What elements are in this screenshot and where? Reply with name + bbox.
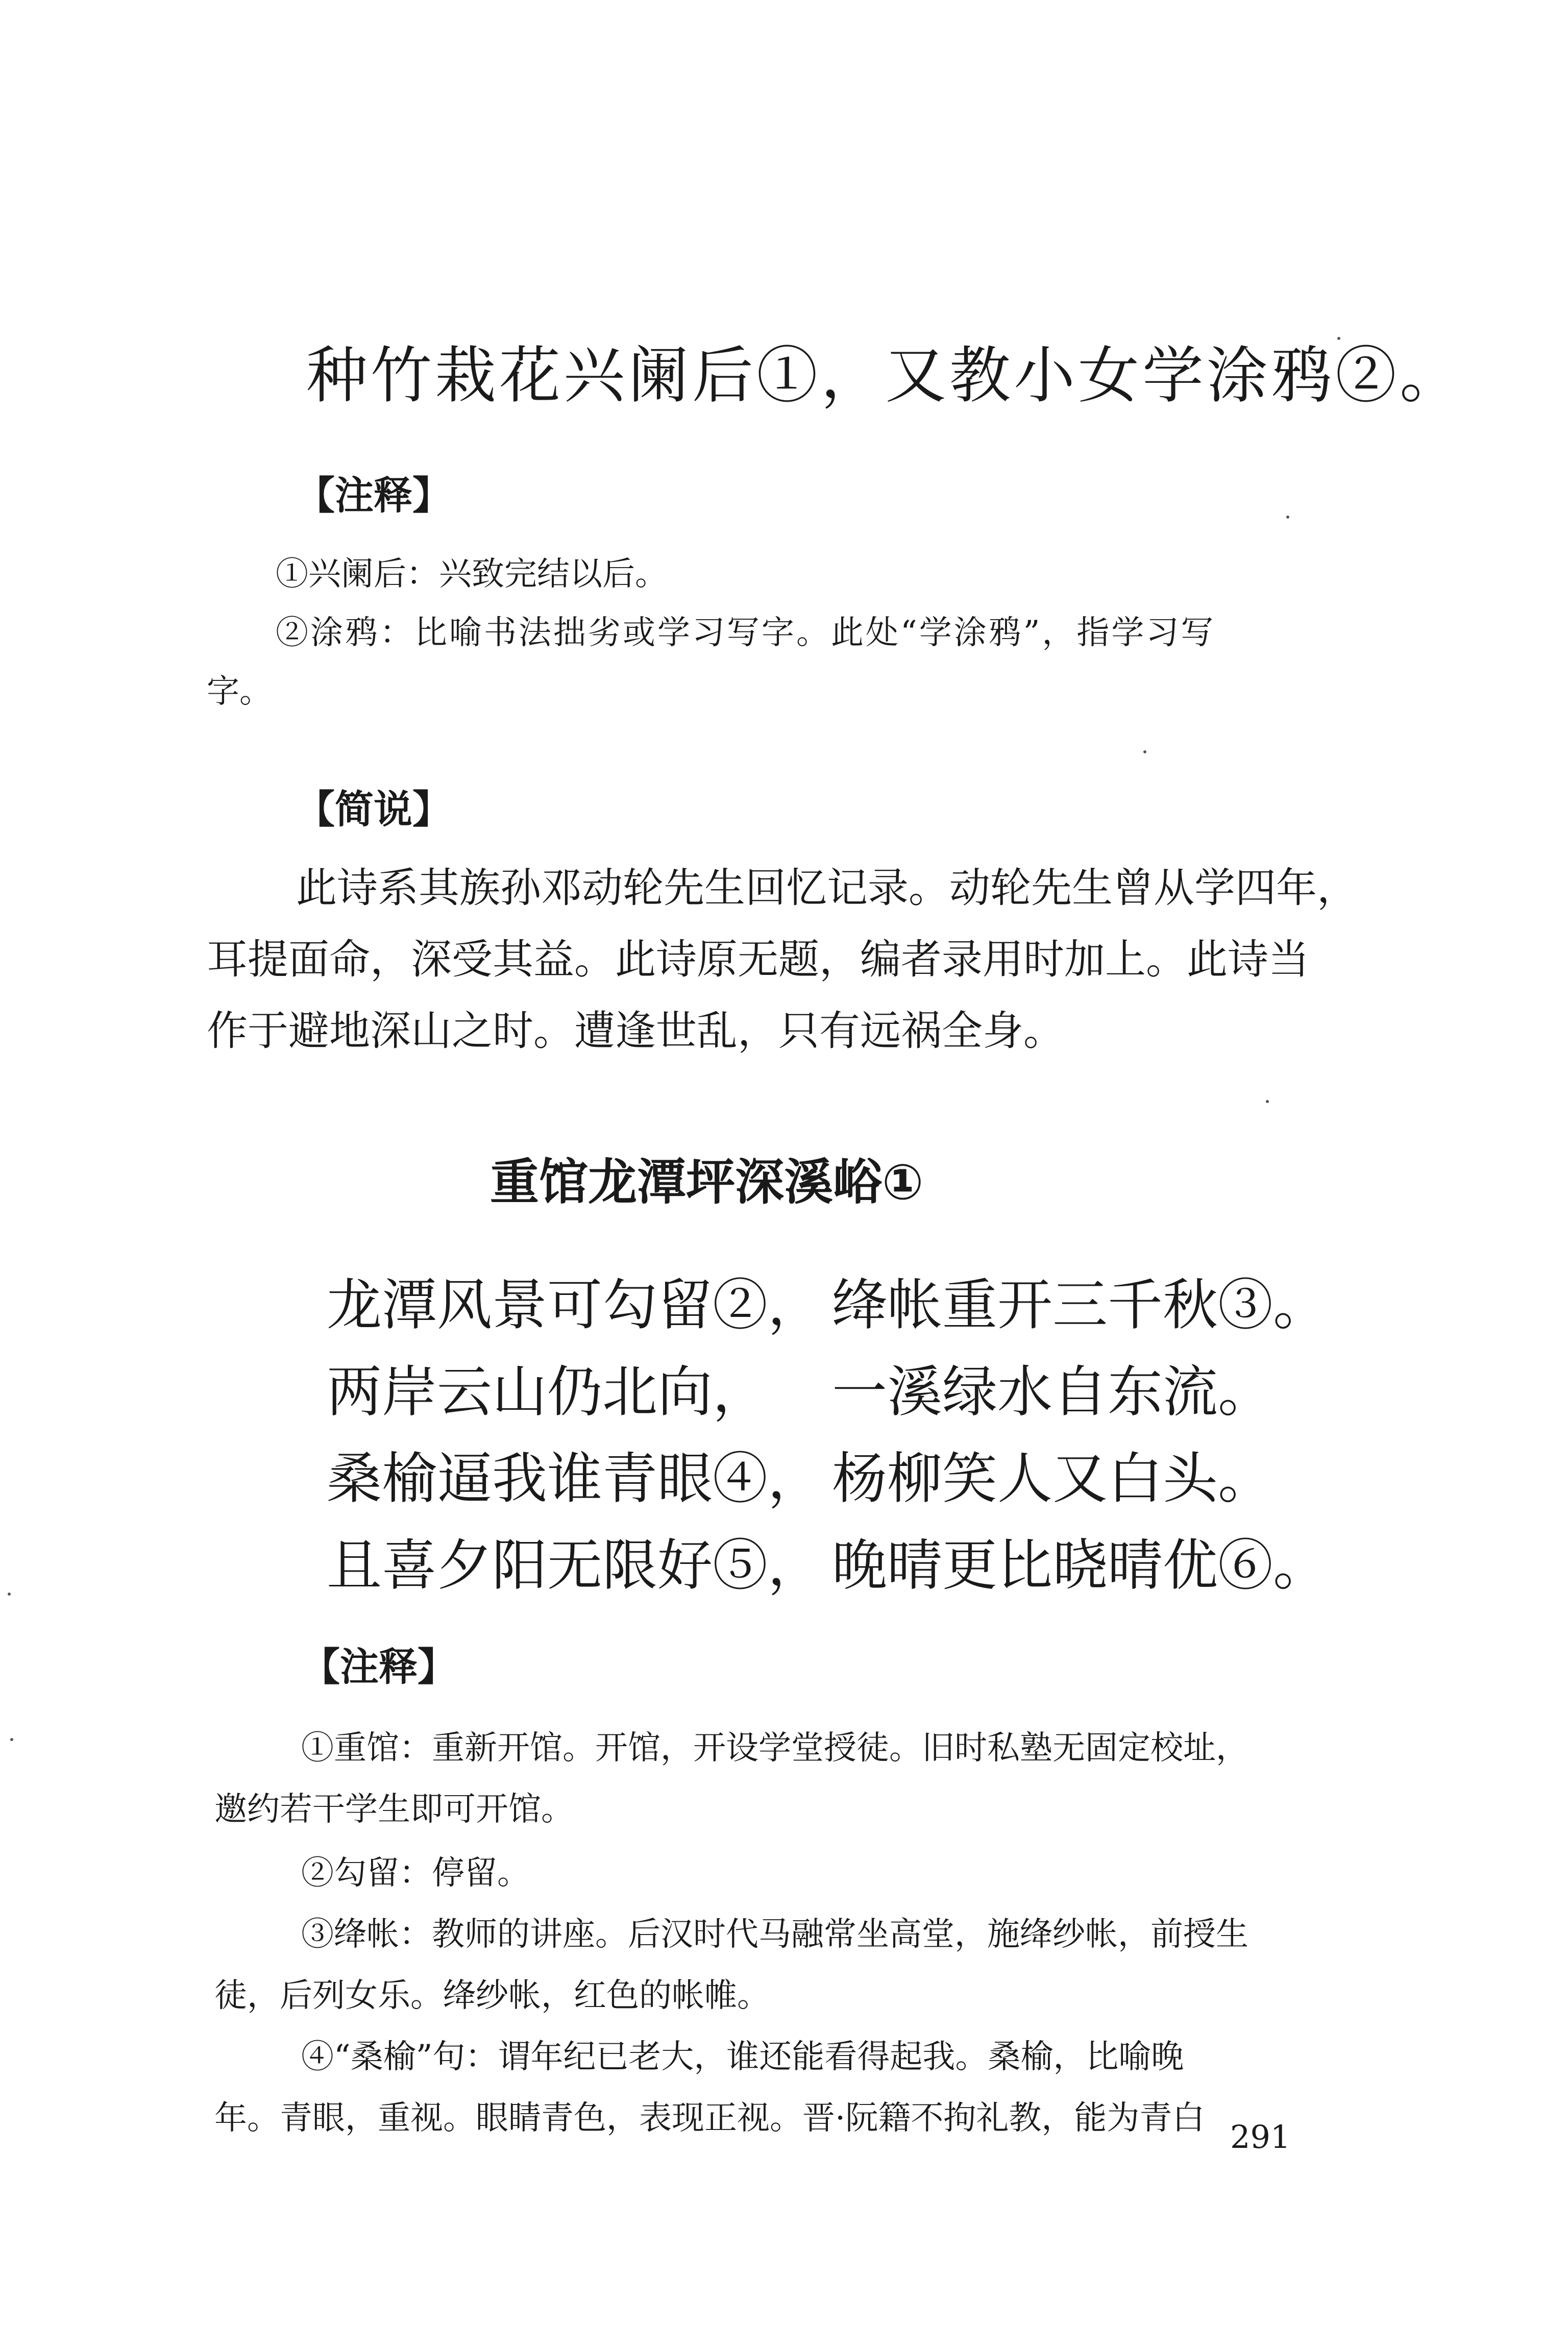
note-line: ②勾留：停留。	[301, 1854, 530, 1892]
notes-header: 【注释】	[296, 473, 451, 518]
scan-speck	[1286, 516, 1289, 519]
commentary-line: 作于避地深山之时。遭逢世乱，只有远祸全身。	[207, 1007, 1064, 1055]
note-line: ①兴阑后：兴致完结以后。	[276, 555, 668, 593]
note-line: ④“桑榆”句：谓年纪已老大，谁还能看得起我。桑榆，比喻晚	[301, 2038, 1184, 2076]
scan-speck	[1266, 1100, 1269, 1103]
scan-speck	[1143, 750, 1146, 753]
commentary-line: 耳提面命，深受其益。此诗原无题，编者录用时加上。此诗当	[207, 936, 1309, 983]
poem-line-left: 两岸云山仍北向，	[327, 1360, 768, 1424]
note-line: 字。	[207, 673, 272, 711]
note-line: 邀约若干学生即可开馆。	[214, 1791, 574, 1828]
commentary-header: 【简说】	[296, 787, 451, 832]
scan-speck	[10, 1738, 13, 1741]
scan-speck	[8, 1593, 11, 1596]
poem	[327, 1261, 1329, 1618]
scan-speck	[1337, 337, 1340, 340]
commentary-line: 此诗系其族孙邓动轮先生回忆记录。动轮先生曾从学四年，	[296, 864, 1358, 912]
poem-line-right: 晚晴更比晓晴优⑥。	[832, 1534, 1329, 1598]
poem-line-left: 龙潭风景可勾留②，	[327, 1274, 823, 1337]
poem-line-right: 一溪绿水自东流。	[832, 1360, 1273, 1424]
note-line: ②涂鸦：比喻书法拙劣或学习写字。此处“学涂鸦”，指学习写	[276, 614, 1216, 652]
note-line: ③绛帐：教师的讲座。后汉时代马融常坐高堂，施绛纱帐，前授生	[301, 1916, 1248, 1953]
poem-line-right: 绛帐重开三千秋③。	[832, 1274, 1329, 1337]
poem-line-right: 杨柳笑人又白头。	[832, 1447, 1273, 1511]
poem-title: 重馆龙潭坪深溪峪①	[490, 1154, 924, 1211]
verse-line: 种竹栽花兴阑后①，又教小女学涂鸦②。	[306, 340, 1464, 411]
notes-header: 【注释】	[301, 1644, 456, 1690]
page-number: 291	[1230, 2118, 1291, 2156]
note-line: 年。青眼，重视。眼睛青色，表现正视。晋·阮籍不拘礼教，能为青白	[214, 2099, 1205, 2137]
note-line: ①重馆：重新开馆。开馆，开设学堂授徒。旧时私塾无固定校址，	[301, 1729, 1248, 1767]
poem-line-left: 且喜夕阳无限好⑤，	[327, 1534, 823, 1598]
note-line: 徒，后列女乐。绛纱帐，红色的帐帷。	[214, 1977, 770, 2015]
poem-line-left: 桑榆逼我谁青眼④，	[327, 1447, 823, 1511]
